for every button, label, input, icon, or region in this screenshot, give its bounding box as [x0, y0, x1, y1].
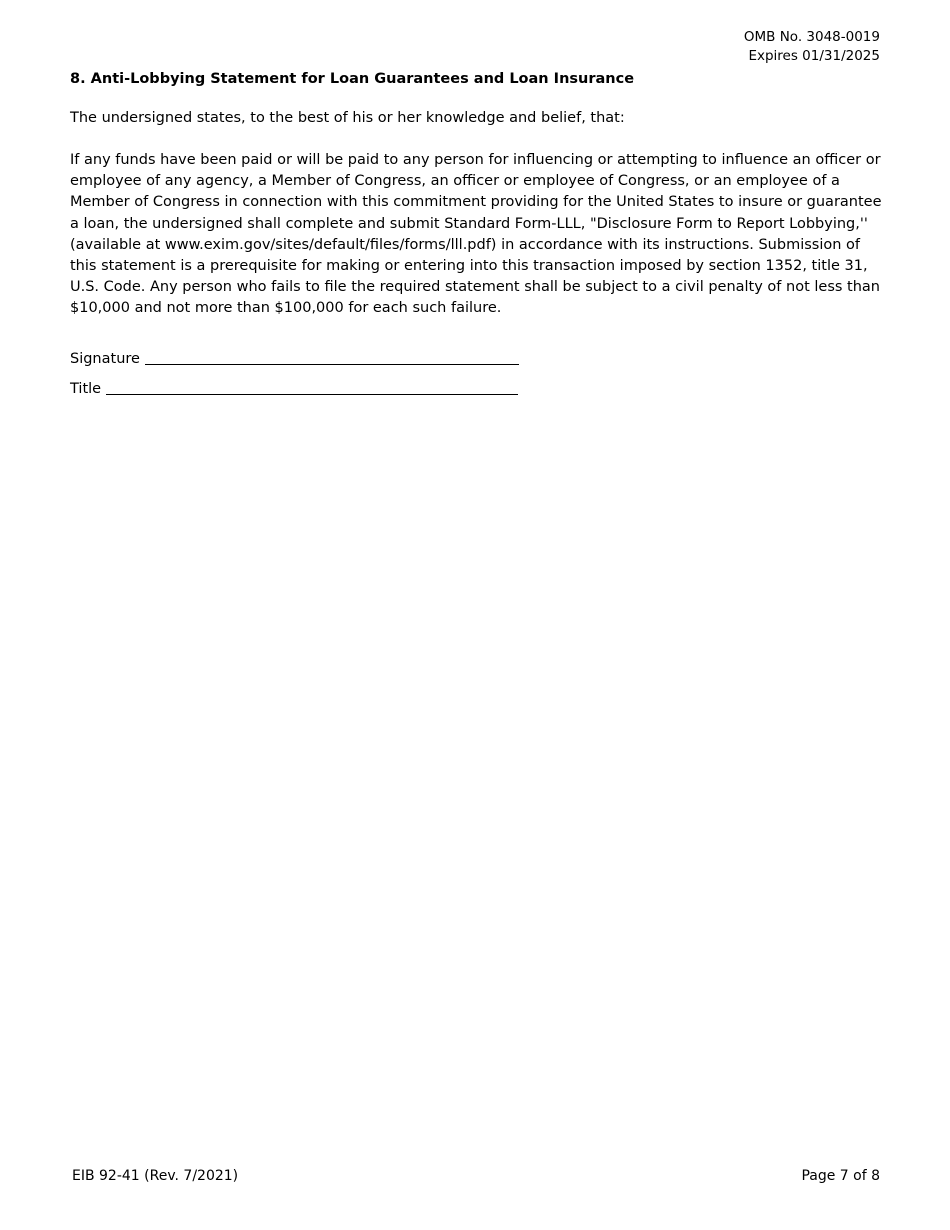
paragraph-line: $10,000 and not more than $100,000 for each such failure. — [70, 300, 502, 317]
paragraph-line: (available at www.exim.gov/sites/default/files/forms/lll.pdf) in accordance with its instructions. Submission of — [70, 236, 861, 253]
paragraph-line: If any funds have been paid or will be paid to any person for influencing or attempting to influence an officer or — [70, 152, 881, 168]
title-row — [70, 380, 518, 397]
expiration-date: Expires 01/31/2025 — [748, 48, 880, 64]
signature-label: Signature — [70, 351, 140, 367]
omb-block — [744, 28, 880, 66]
form-id: EIB 92-41 (Rev. 7/2021) — [72, 1168, 239, 1184]
statement-paragraph — [70, 150, 885, 320]
omb-number: OMB No. 3048-0019 — [743, 29, 880, 45]
title-label: Title — [70, 381, 102, 397]
paragraph-line: U.S. Code. Any person who fails to file the required statement shall be subject to a civil penalty of not less than — [70, 279, 880, 296]
paragraph-line: Member of Congress in connection with this commitment providing for the United States to insure or guarantee — [70, 194, 882, 211]
signature-field[interactable] — [145, 350, 519, 365]
paragraph-line: a loan, the undersigned shall complete and submit Standard Form-LLL, "Disclosure Form to Report Lobbying,'' — [70, 215, 868, 232]
section-heading: 8. Anti-Lobbying Statement for Loan Guarantees and Loan Insurance — [70, 71, 635, 87]
intro-text: The undersigned states, to the best of his or her knowledge and belief, that: — [70, 110, 625, 126]
signature-row — [70, 350, 519, 367]
title-field[interactable] — [106, 380, 518, 395]
page-number: Page 7 of 8 — [801, 1168, 880, 1184]
paragraph-line: this statement is a prerequisite for making or entering into this transaction imposed by section 1352, title 31, — [70, 258, 868, 275]
paragraph-line: employee of any agency, a Member of Congress, an officer or employee of Congress, or an employee of a — [70, 173, 840, 190]
